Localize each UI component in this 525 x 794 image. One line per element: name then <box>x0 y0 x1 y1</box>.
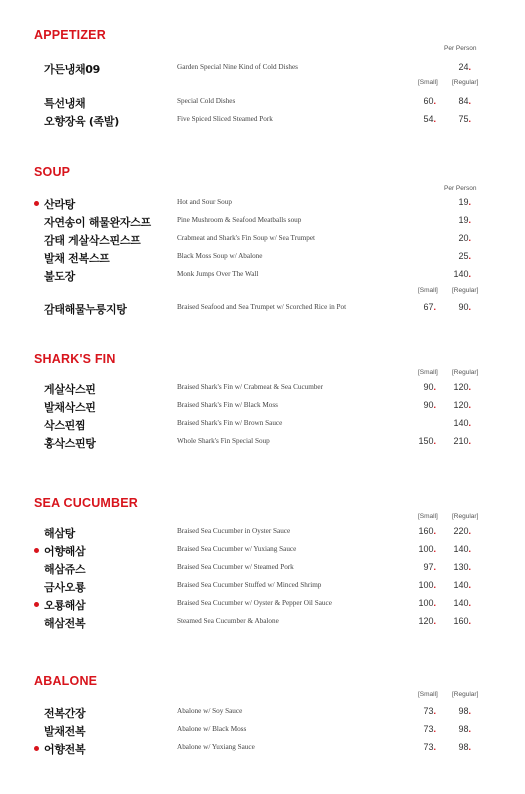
price-dot: . <box>433 742 436 752</box>
menu-item-row <box>0 380 525 396</box>
price-value: 140 <box>453 580 469 590</box>
price-small <box>396 382 436 392</box>
dish-name-english: Hot and Sour Soup <box>177 198 232 206</box>
dish-name-korean: 감태 게살삭스핀스프 <box>44 234 141 247</box>
price-value: 98 <box>458 742 469 752</box>
price-value: 25 <box>458 251 469 261</box>
menu-item-row <box>0 94 525 110</box>
price-regular <box>431 706 471 716</box>
price-dot: . <box>433 544 436 554</box>
price-dot: . <box>433 598 436 608</box>
price-value: 90 <box>423 400 434 410</box>
price-value: 97 <box>423 562 434 572</box>
price-per-person <box>431 62 471 72</box>
dish-name-english: Monk Jumps Over The Wall <box>177 270 259 278</box>
price-value: 140 <box>453 269 469 279</box>
regular-size-label: [Regular] <box>452 79 479 86</box>
menu-item-row <box>0 614 525 630</box>
price-value: 60 <box>423 96 434 106</box>
price-small <box>396 544 436 554</box>
dish-name-english: Black Moss Soup w/ Abalone <box>177 252 263 260</box>
dish-name-korean: 전복간장 <box>44 707 86 720</box>
price-value: 73 <box>423 706 434 716</box>
price-regular <box>431 418 471 428</box>
price-dot: . <box>433 436 436 446</box>
price-small <box>396 580 436 590</box>
price-regular <box>431 742 471 752</box>
price-value: 67 <box>423 302 434 312</box>
dish-name-korean: 오향장육 (족발) <box>44 115 119 128</box>
price-small <box>396 302 436 312</box>
dish-name-english: Abalone w/ Soy Sauce <box>177 707 243 715</box>
dish-name-english: Crabmeat and Shark's Fin Soup w/ Sea Trumpet <box>177 234 316 242</box>
price-dot: . <box>468 114 471 124</box>
price-regular <box>431 562 471 572</box>
menu-item-row <box>0 722 525 738</box>
dish-name-english: Braised Sea Cucumber w/ Yuxiang Sauce <box>177 545 297 553</box>
price-value: 75 <box>458 114 469 124</box>
section-title: APPETIZER <box>34 28 106 42</box>
regular-size-label: [Regular] <box>452 287 479 294</box>
price-value: 140 <box>453 598 469 608</box>
price-value: 73 <box>423 742 434 752</box>
price-dot: . <box>468 197 471 207</box>
price-value: 73 <box>423 724 434 734</box>
price-small <box>396 598 436 608</box>
dish-name-english: Whole Shark's Fin Special Soup <box>177 437 270 445</box>
regular-size-label: [Regular] <box>452 369 479 376</box>
price-dot: . <box>468 436 471 446</box>
price-per-person <box>431 215 471 225</box>
dish-name-english: Braised Sea Cucumber in Oyster Sauce <box>177 527 291 535</box>
price-value: 24 <box>458 62 469 72</box>
price-regular <box>431 580 471 590</box>
price-dot: . <box>433 400 436 410</box>
price-regular <box>431 400 471 410</box>
dish-name-korean: 특선냉채 <box>44 97 86 110</box>
price-small <box>396 526 436 536</box>
small-size-label: [Small] <box>418 691 438 698</box>
menu-section <box>0 28 525 148</box>
price-regular <box>431 436 471 446</box>
menu-item-row <box>0 195 525 211</box>
dish-name-korean: 불도장 <box>44 270 75 283</box>
menu-item-row <box>0 398 525 414</box>
dish-name-korean: 홍삭스핀탕 <box>44 437 96 450</box>
price-dot: . <box>433 526 436 536</box>
dish-name-korean: 해삼쥬스 <box>44 563 86 576</box>
small-size-label: [Small] <box>418 287 438 294</box>
dish-name-korean: 게살삭스핀 <box>44 383 96 396</box>
menu-item-row <box>0 560 525 576</box>
dish-name-korean: 어향해삼 <box>44 545 86 558</box>
price-dot: . <box>468 96 471 106</box>
price-dot: . <box>433 562 436 572</box>
price-value: 100 <box>418 598 434 608</box>
price-per-person <box>431 251 471 261</box>
price-value: 20 <box>458 233 469 243</box>
price-dot: . <box>433 706 436 716</box>
price-small <box>396 706 436 716</box>
dish-name-korean: 자연송이 해물완자스프 <box>44 216 151 229</box>
recommended-bullet-icon <box>34 746 39 751</box>
menu-item-row <box>0 231 525 247</box>
price-value: 90 <box>423 382 434 392</box>
menu-item-row <box>0 300 525 316</box>
price-small <box>396 742 436 752</box>
menu-item-row <box>0 60 525 76</box>
menu-section <box>0 352 525 472</box>
menu-section <box>0 674 525 794</box>
price-value: 19 <box>458 215 469 225</box>
price-per-person <box>431 269 471 279</box>
section-title: SOUP <box>34 165 71 179</box>
price-value: 220 <box>453 526 469 536</box>
dish-name-korean: 오룡해삼 <box>44 599 86 612</box>
dish-name-korean: 삭스핀찜 <box>44 419 86 432</box>
section-title: SEA CUCUMBER <box>34 496 139 510</box>
price-dot: . <box>468 400 471 410</box>
menu-item-row <box>0 249 525 265</box>
price-value: 120 <box>453 382 469 392</box>
section-title: SHARK'S FIN <box>34 352 116 366</box>
price-regular <box>431 598 471 608</box>
price-value: 150 <box>418 436 434 446</box>
dish-name-english: Abalone w/ Yuxiang Sauce <box>177 743 255 751</box>
price-small <box>396 724 436 734</box>
dish-name-korean: 해삼전복 <box>44 617 86 630</box>
menu-section <box>0 496 525 630</box>
price-regular <box>431 96 471 106</box>
price-per-person <box>431 197 471 207</box>
price-dot: . <box>468 706 471 716</box>
dish-name-korean: 어향전복 <box>44 743 86 756</box>
price-dot: . <box>468 418 471 428</box>
dish-name-korean: 발채삭스핀 <box>44 401 96 414</box>
price-dot: . <box>468 215 471 225</box>
price-small <box>396 114 436 124</box>
menu-item-row <box>0 596 525 612</box>
menu-item-row <box>0 416 525 432</box>
menu-item-row <box>0 112 525 128</box>
dish-name-korean: 산라탕 <box>44 198 75 211</box>
price-per-person <box>431 233 471 243</box>
menu-item-row <box>0 267 525 283</box>
price-value: 130 <box>453 562 469 572</box>
price-dot: . <box>433 580 436 590</box>
small-size-label: [Small] <box>418 79 438 86</box>
dish-name-korean: 발채전복 <box>44 725 86 738</box>
dish-name-english: Braised Sea Cucumber w/ Oyster & Pepper Oil Sauce <box>177 599 332 607</box>
menu-item-row <box>0 578 525 594</box>
price-dot: . <box>433 382 436 392</box>
menu-item-row <box>0 704 525 720</box>
price-small <box>396 436 436 446</box>
price-dot: . <box>468 382 471 392</box>
price-regular <box>431 616 471 626</box>
dish-name-korean: 금사오룡 <box>44 581 86 594</box>
price-regular <box>431 302 471 312</box>
price-small <box>396 562 436 572</box>
dish-name-english: Braised Seafood and Sea Trumpet w/ Scorched Rice in Pot <box>177 303 347 311</box>
dish-name-english: Braised Sea Cucumber w/ Steamed Pork <box>177 563 294 571</box>
menu-item-row <box>0 542 525 558</box>
small-size-label: [Small] <box>418 369 438 376</box>
price-value: 54 <box>423 114 434 124</box>
price-value: 210 <box>453 436 469 446</box>
price-value: 90 <box>458 302 469 312</box>
price-value: 100 <box>418 544 434 554</box>
recommended-bullet-icon <box>34 602 39 607</box>
dish-name-english: Abalone w/ Black Moss <box>177 725 247 733</box>
price-value: 140 <box>453 418 469 428</box>
price-regular <box>431 114 471 124</box>
price-value: 120 <box>453 400 469 410</box>
dish-name-english: Braised Sea Cucumber Stuffed w/ Minced Shrimp <box>177 581 322 589</box>
price-regular <box>431 382 471 392</box>
price-value: 120 <box>418 616 434 626</box>
menu-item-row <box>0 434 525 450</box>
dish-name-korean: 감태해물누룽지탕 <box>44 303 127 316</box>
dish-name-english: Steamed Sea Cucumber & Abalone <box>177 617 279 625</box>
per-person-label: Per Person <box>444 185 477 192</box>
price-dot: . <box>468 724 471 734</box>
price-regular <box>431 544 471 554</box>
price-dot: . <box>468 251 471 261</box>
price-value: 19 <box>458 197 469 207</box>
price-value: 98 <box>458 724 469 734</box>
menu-item-row <box>0 213 525 229</box>
price-dot: . <box>468 562 471 572</box>
dish-name-korean: 해삼탕 <box>44 527 75 540</box>
regular-size-label: [Regular] <box>452 691 479 698</box>
price-dot: . <box>433 114 436 124</box>
price-dot: . <box>433 96 436 106</box>
regular-size-label: [Regular] <box>452 513 479 520</box>
price-regular <box>431 724 471 734</box>
price-value: 84 <box>458 96 469 106</box>
price-dot: . <box>433 302 436 312</box>
menu-section <box>0 165 525 316</box>
small-size-label: [Small] <box>418 513 438 520</box>
price-dot: . <box>468 302 471 312</box>
recommended-bullet-icon <box>34 548 39 553</box>
price-dot: . <box>468 544 471 554</box>
dish-name-korean: 가든냉채09 <box>44 63 101 76</box>
per-person-label: Per Person <box>444 45 477 52</box>
price-small <box>396 400 436 410</box>
dish-name-korean: 발채 전복스프 <box>44 252 110 265</box>
price-value: 100 <box>418 580 434 590</box>
menu-item-row <box>0 524 525 540</box>
price-value: 98 <box>458 706 469 716</box>
price-dot: . <box>468 62 471 72</box>
price-dot: . <box>468 598 471 608</box>
dish-name-english: Pine Mushroom & Seafood Meatballs soup <box>177 216 302 224</box>
price-dot: . <box>433 724 436 734</box>
price-value: 140 <box>453 544 469 554</box>
price-value: 160 <box>418 526 434 536</box>
price-small <box>396 96 436 106</box>
dish-name-english: Braised Shark's Fin w/ Crabmeat & Sea Cucumber <box>177 383 324 391</box>
dish-name-english: Braised Shark's Fin w/ Brown Sauce <box>177 419 283 427</box>
price-dot: . <box>468 742 471 752</box>
price-regular <box>431 526 471 536</box>
dish-name-english: Braised Shark's Fin w/ Black Moss <box>177 401 278 409</box>
price-dot: . <box>468 526 471 536</box>
dish-name-english: Five Spiced Sliced Steamed Pork <box>177 115 273 123</box>
price-dot: . <box>468 269 471 279</box>
section-title: ABALONE <box>34 674 98 688</box>
price-dot: . <box>433 616 436 626</box>
dish-name-english: Garden Special Nine Kind of Cold Dishes <box>177 63 298 71</box>
recommended-bullet-icon <box>34 201 39 206</box>
price-dot: . <box>468 233 471 243</box>
price-dot: . <box>468 580 471 590</box>
price-dot: . <box>468 616 471 626</box>
menu-item-row <box>0 740 525 756</box>
dish-name-english: Special Cold Dishes <box>177 97 236 105</box>
price-value: 160 <box>453 616 469 626</box>
price-small <box>396 616 436 626</box>
